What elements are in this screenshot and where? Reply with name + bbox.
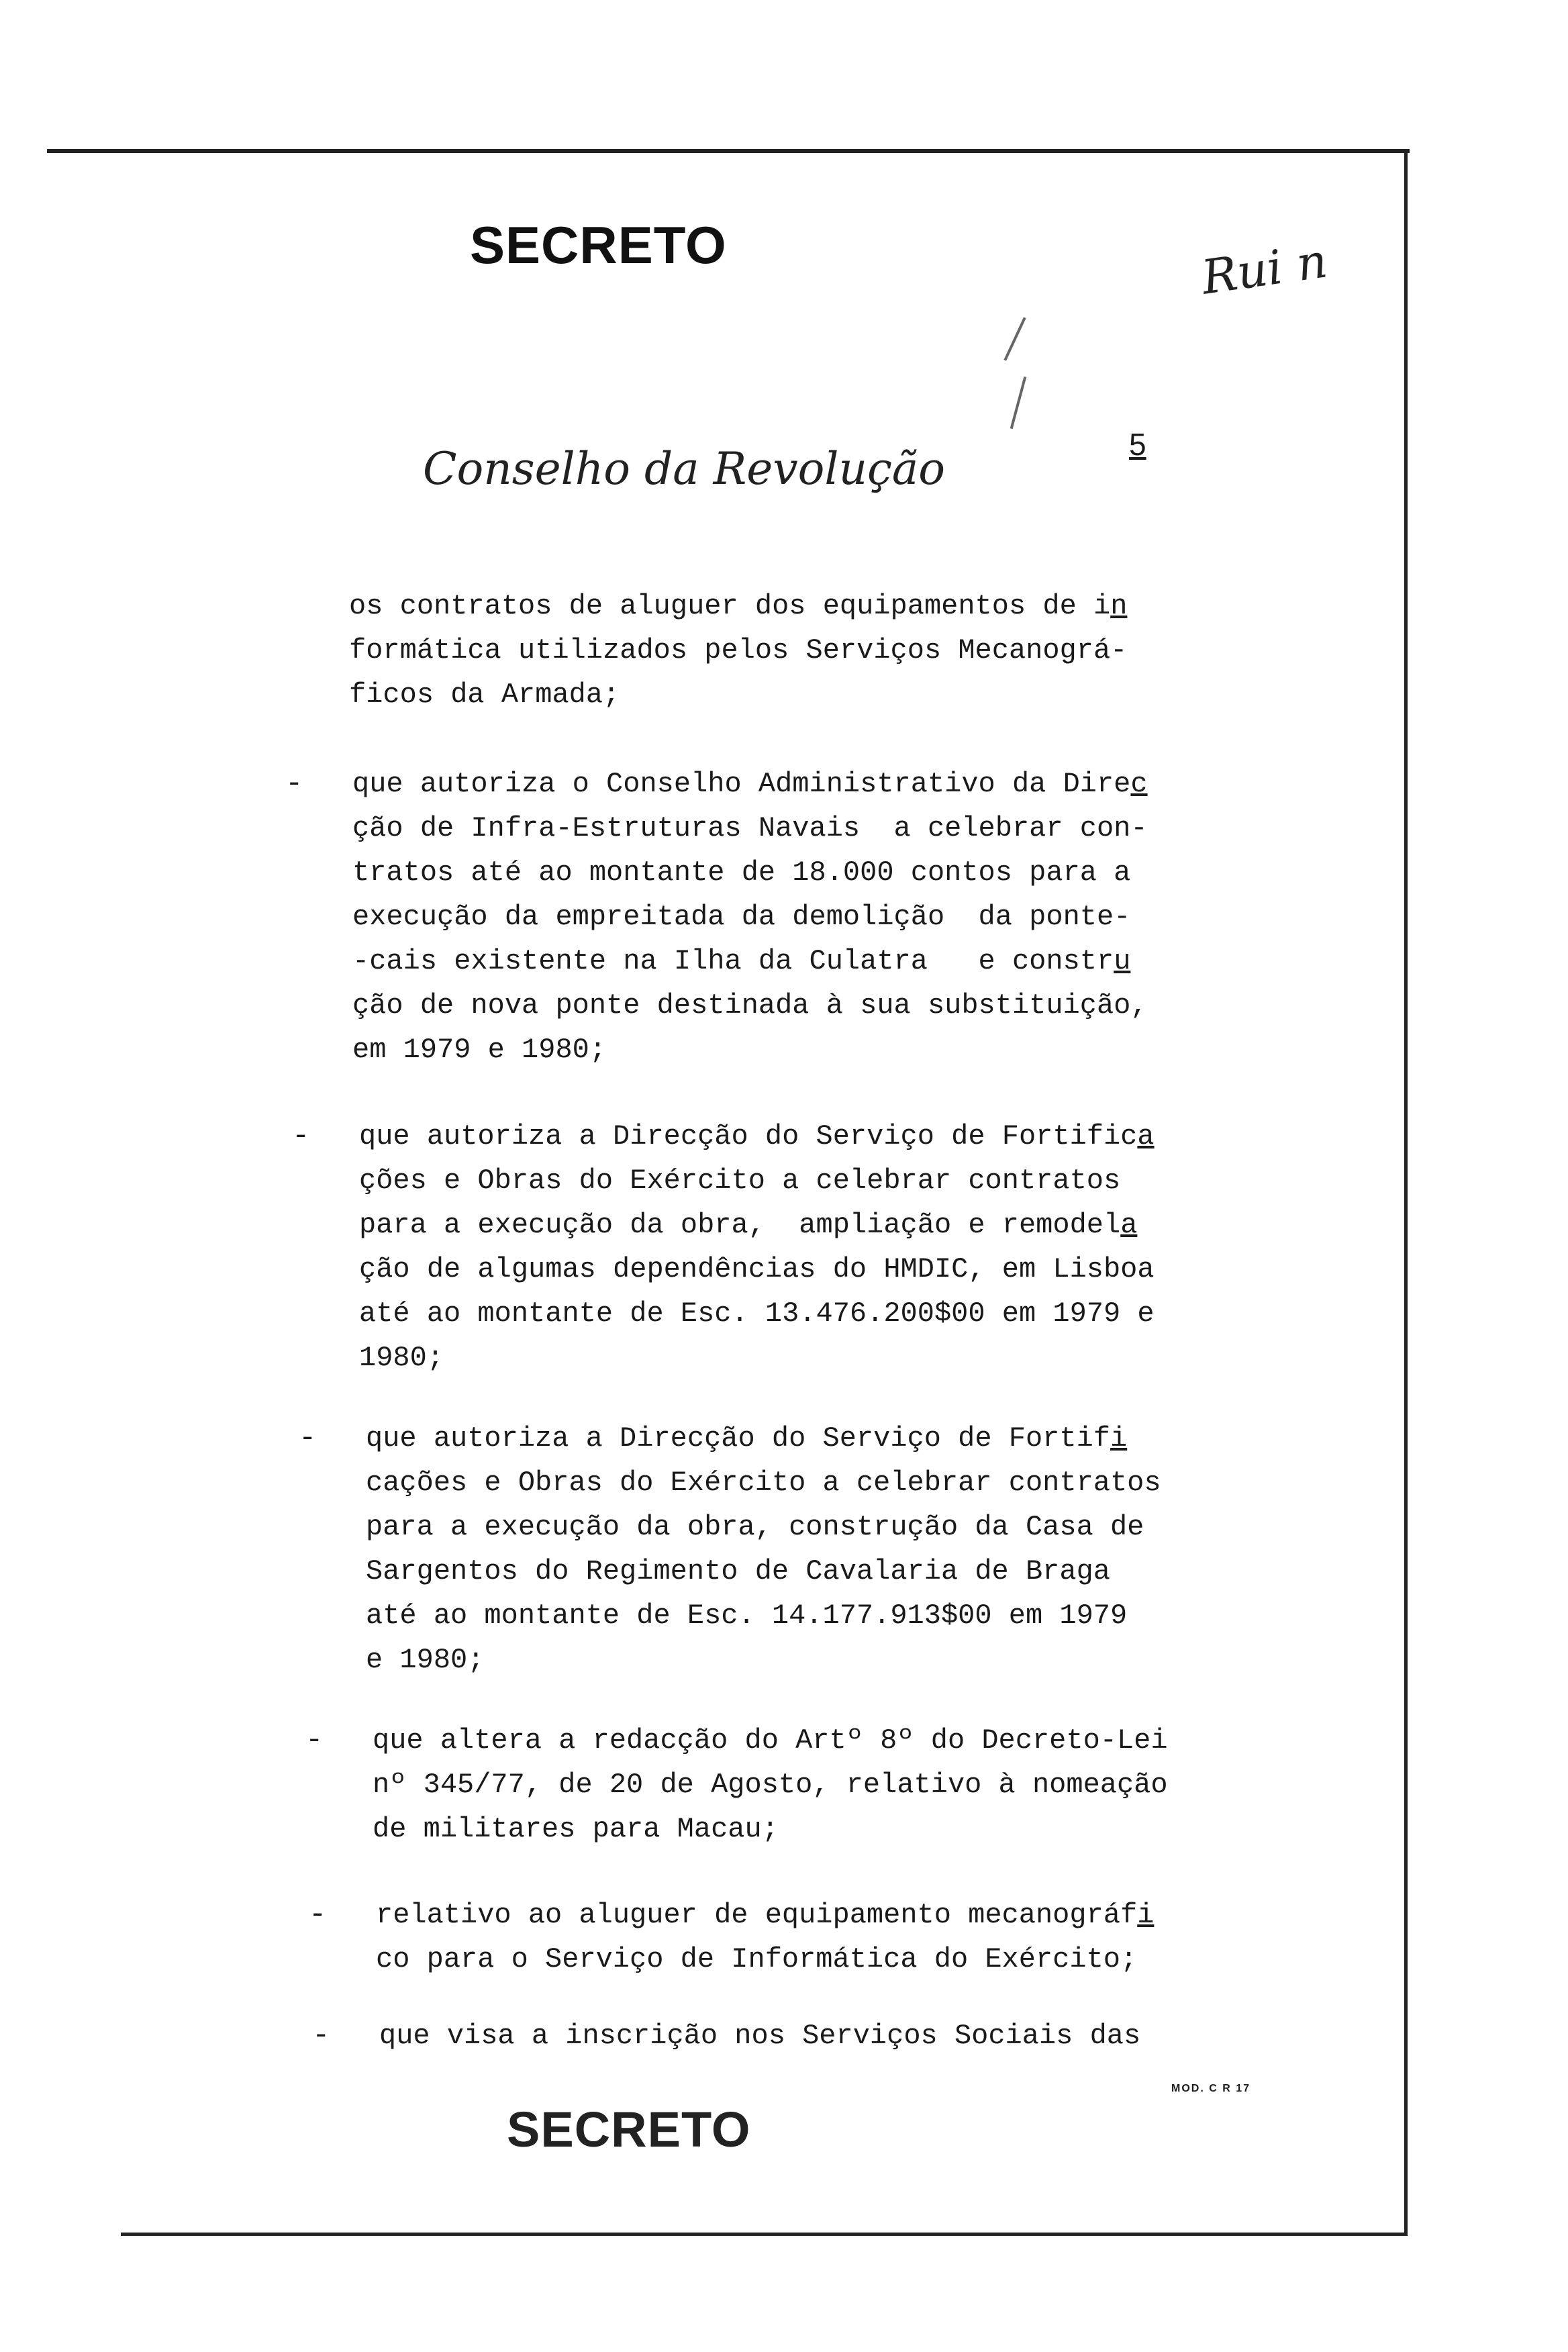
list-item — [292, 1114, 1155, 1380]
text-line: ficos da Armada; — [349, 679, 620, 711]
list-item — [349, 584, 1127, 717]
text-line: ções e Obras do Exército a celebrar contratos — [359, 1165, 1121, 1197]
text-line: até ao montante de Esc. 14.177.913$00 em 1979 — [366, 1600, 1128, 1632]
list-item — [299, 1416, 1161, 1682]
text-line: para a execução da obra, ampliação e remodela — [359, 1209, 1138, 1241]
text-line: os contratos de aluguer dos equipamentos de in — [349, 590, 1128, 622]
classification-stamp-top: SECRETO — [470, 215, 727, 275]
text-line: co para o Serviço de Informática do Exército; — [376, 1943, 1138, 1975]
text-line: em 1979 e 1980; — [352, 1034, 607, 1066]
text-line: e 1980; — [366, 1644, 485, 1676]
text-line: nº 345/77, de 20 de Agosto, relativo à nomeação — [373, 1769, 1168, 1801]
list-item — [305, 1718, 1168, 1851]
text-line: relativo ao aluguer de equipamento mecanográfi — [376, 1899, 1155, 1931]
text-line: de militares para Macau; — [373, 1813, 779, 1845]
text-line: que autoriza a Direcção do Serviço de Fortifica — [359, 1120, 1155, 1153]
text-line: que autoriza a Direcção do Serviço de Fortifi — [366, 1422, 1128, 1455]
list-dash: - — [292, 1120, 310, 1153]
text-line: que autoriza o Conselho Administrativo da Direc — [352, 768, 1148, 800]
text-line: tratos até ao montante de 18.000 contos para a — [352, 856, 1131, 889]
list-dash: - — [309, 1898, 327, 1932]
text-line: formática utilizados pelos Serviços Mecanográ- — [349, 634, 1128, 667]
text-line: Sargentos do Regimento de Cavalaria de Braga — [366, 1555, 1110, 1587]
text-line: que visa a inscrição nos Serviços Sociais das — [379, 2020, 1141, 2052]
text-line: execução da empreitada da demolição da ponte- — [352, 901, 1131, 933]
list-dash: - — [299, 1422, 317, 1455]
page-frame-top — [47, 149, 1410, 153]
pen-mark — [1010, 377, 1027, 429]
list-dash: - — [312, 2019, 330, 2053]
list-item — [285, 762, 1148, 1072]
page-frame-right — [1404, 149, 1408, 2235]
handwritten-initials: Rui n — [1198, 233, 1331, 305]
text-line: 1980; — [359, 1342, 444, 1374]
text-line: cações e Obras do Exército a celebrar contratos — [366, 1467, 1161, 1499]
model-reference: MOD. C R 17 — [1171, 2083, 1251, 2094]
classification-stamp-bottom: SECRETO — [507, 2102, 751, 2157]
list-dash: - — [285, 767, 303, 801]
list-dash: - — [305, 1724, 324, 1757]
text-line: para a execução da obra, construção da Casa de — [366, 1511, 1144, 1543]
list-item — [312, 2014, 1141, 2058]
text-line: que altera a redacção do Artº 8º do Decreto-Lei — [373, 1724, 1168, 1757]
text-line: ção de nova ponte destinada à sua substituição, — [352, 989, 1148, 1022]
list-item — [309, 1893, 1155, 1981]
text-line: -cais existente na Ilha da Culatra e constru — [352, 945, 1131, 977]
text-line: até ao montante de Esc. 13.476.200$00 em 1979 e — [359, 1297, 1155, 1330]
page-number: 5 — [1129, 427, 1146, 462]
letterhead: Conselho da Revolução — [423, 443, 946, 495]
pen-mark — [1003, 317, 1026, 360]
page-frame-bottom — [121, 2233, 1408, 2236]
text-line: ção de Infra-Estruturas Navais a celebrar con- — [352, 812, 1148, 844]
text-line: ção de algumas dependências do HMDIC, em Lisboa — [359, 1253, 1155, 1285]
